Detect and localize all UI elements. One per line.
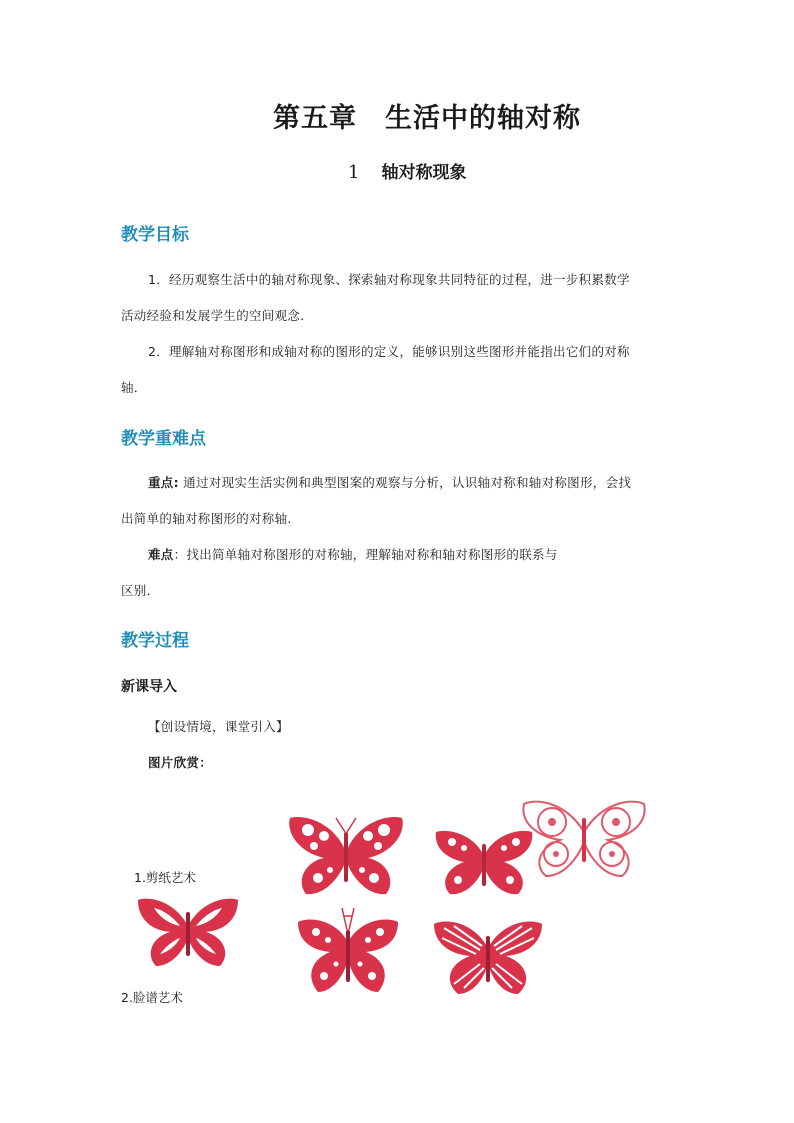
focus-text: 通过对现实生活实例和典型图案的观察与分析，认识轴对称和轴对称图形，会找 — [178, 475, 632, 490]
section-number: 1 — [348, 162, 360, 183]
difficulty-line-1 — [148, 545, 558, 563]
papercut-butterfly-4 — [134, 896, 242, 968]
focus-line-2: 出简单的轴对称图形的对称轴. — [121, 511, 292, 526]
objective-1-line-1: 1．经历观察生活中的轴对称现象、探索轴对称现象共同特征的过程，进一步积累数学 — [148, 272, 630, 287]
objective-2-line-1: 2．理解轴对称图形和成轴对称的图形的定义，能够识别这些图形并能指出它们的对称 — [148, 344, 630, 359]
difficulty-line-2: 区别． — [121, 583, 160, 598]
difficulty-label: 难点 — [148, 547, 174, 562]
section-name: 轴对称现象 — [381, 163, 467, 183]
focus-label: 重点: — [148, 475, 179, 490]
caption-papercut: 1.剪纸艺术 — [134, 870, 196, 885]
objective-1-line-2: 活动经验和发展学生的空间观念． — [121, 308, 314, 323]
caption-facial-makeup: 2.脸谱艺术 — [121, 990, 183, 1005]
focus-line-1 — [148, 473, 631, 491]
objective-2-line-2: 轴． — [121, 380, 147, 395]
papercut-butterfly-5 — [292, 906, 404, 998]
papercut-butterfly-6 — [430, 916, 546, 998]
process-heading: 教学过程 — [121, 631, 189, 651]
new-lesson-heading: 新课导入 — [121, 679, 177, 695]
papercut-butterfly-3 — [516, 792, 652, 882]
chapter-label: 第五章 — [273, 103, 357, 134]
key-points-heading: 教学重难点 — [121, 429, 206, 449]
difficulty-text: ：找出简单轴对称图形的对称轴，理解轴对称和轴对称图形的联系与 — [173, 547, 558, 562]
picture-label: 图片欣赏： — [148, 755, 213, 770]
section-title — [348, 158, 466, 183]
bracket-note: 【创设情境，课堂引入】 — [148, 719, 289, 734]
chapter-name: 生活中的轴对称 — [385, 103, 581, 134]
objectives-heading: 教学目标 — [121, 225, 189, 245]
papercut-butterfly-1 — [284, 812, 408, 898]
chapter-title — [0, 96, 794, 135]
